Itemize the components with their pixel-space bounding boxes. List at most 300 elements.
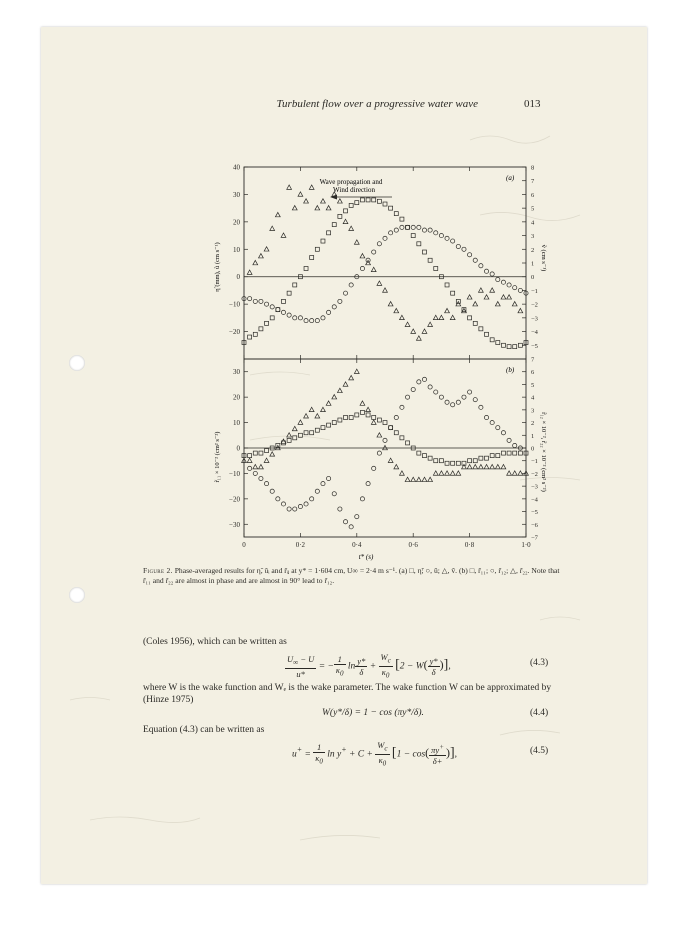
circle-marker [321,482,325,486]
square-marker [479,456,483,460]
circle-marker [428,228,432,232]
triangle-marker [484,464,489,468]
running-title: Turbulent flow over a progressive water wave [276,98,478,110]
triangle-marker [467,295,472,299]
circle-marker [310,497,314,501]
triangle-marker [445,308,450,312]
y-right-tick-label: 2 [531,420,535,428]
circle-marker [310,319,314,323]
square-marker [451,291,455,295]
triangle-marker [287,185,292,189]
triangle-marker [484,295,489,299]
circle-marker [411,387,415,391]
triangle-marker [309,407,314,411]
triangle-marker [321,407,326,411]
triangle-marker [512,471,517,475]
triangle-marker [422,477,427,481]
x-tick-label: 0·6 [408,541,418,549]
square-marker [400,436,404,440]
square-marker [513,345,517,349]
figure-2 [176,132,556,562]
triangle-marker [478,464,483,468]
y-right-tick-label: −6 [531,521,538,529]
square-marker [411,234,415,238]
circle-marker [349,283,353,287]
square-marker [473,321,477,325]
paragraph-2: where W is the wake function and Wₑ is the wake parameter. The wake function W can be approximated by (Hinze 1975) [143,683,552,705]
square-marker [473,459,477,463]
paragraph-1: (Coles 1956), which can be written as [143,637,287,647]
circle-marker [327,310,331,314]
triangle-marker [315,206,320,210]
square-marker [389,206,393,210]
caption-text: Phase-averaged results for η̃, ũᵢ and r̃ᵢⱼ at y* = 1·604 cm, U∞ = 2·4 m s⁻¹. (a) □, η̃; ○, ũ; △, ṽ. (b) □, r̃₁₁; ○, r̃₁₂; △, r̃₂₂. Note that r̃₁₁ and r̃₂₂ are almost in phase and are almost in 90° lead to r̃₁₂. [143,566,560,585]
triangle-marker [292,426,297,430]
square-marker [360,410,364,414]
square-marker [428,258,432,262]
paragraph-3: Equation (4.3) can be written as [143,725,265,735]
triangle-marker [473,464,478,468]
circle-marker [377,451,381,455]
square-marker [321,426,325,430]
circle-marker [298,316,302,320]
x-tick-label: 0·8 [464,541,475,549]
square-marker [310,431,314,435]
triangle-marker [428,322,433,326]
panel-a-label: (a) [506,174,515,182]
y-left-tick-label: 20 [233,393,240,402]
square-marker [479,327,483,331]
annotation-line-1: Wave propagation and [319,178,383,186]
square-marker [434,459,438,463]
circle-marker [293,316,297,320]
square-marker [253,332,257,336]
triangle-marker [416,477,421,481]
y-right-tick-label: 4 [531,394,535,402]
equation-4-4-number: (4.4) [530,708,549,718]
triangle-marker [366,407,371,411]
triangle-marker [321,199,326,203]
circle-marker [293,507,297,511]
triangle-marker [377,433,382,437]
circle-marker [428,385,432,389]
caption-label: Figure 2. [143,566,173,575]
circle-marker [496,277,500,281]
square-marker [383,202,387,206]
square-marker [338,418,342,422]
triangle-marker [253,464,258,468]
panel-b-frame [244,359,526,537]
tick-labels [229,164,539,550]
circle-marker [411,225,415,229]
circle-marker [417,380,421,384]
square-marker [445,283,449,287]
triangle-marker [354,240,359,244]
circle-marker [276,497,280,501]
circle-marker [349,525,353,529]
square-marker [434,266,438,270]
triangle-marker [416,336,421,340]
x-tick-label: 0·2 [295,541,306,549]
circle-marker [468,253,472,257]
square-marker [394,431,398,435]
circle-marker [456,244,460,248]
circle-marker [507,283,511,287]
square-marker [360,198,364,202]
panel-b-label: (b) [506,366,515,374]
circle-marker [383,236,387,240]
triangle-marker [326,206,331,210]
triangle-marker [495,302,500,306]
circle-marker [360,266,364,270]
circle-marker [422,377,426,381]
square-marker [422,250,426,254]
triangle-marker [388,302,393,306]
triangle-marker [377,281,382,285]
square-marker [281,299,285,303]
figure-caption [143,566,563,586]
triangle-marker [428,477,433,481]
circle-marker [468,390,472,394]
equation-4-3-number: (4.3) [530,658,549,668]
triangle-marker [360,254,365,258]
circle-marker [259,476,263,480]
triangle-marker [259,254,264,258]
triangle-marker [383,445,388,449]
triangle-marker [439,471,444,475]
triangle-marker [450,471,455,475]
y-right-tick-label: −2 [531,470,538,478]
circle-marker [394,415,398,419]
triangle-marker [422,329,427,333]
y-right-tick-label: 3 [531,233,535,241]
square-marker [377,199,381,203]
circle-marker [462,395,466,399]
y-left-tick-label: 20 [233,218,240,227]
square-marker [417,242,421,246]
square-marker [501,451,505,455]
circle-marker [315,489,319,493]
square-marker [349,415,353,419]
y-right-tick-label: 5 [531,205,535,213]
square-marker [468,459,472,463]
circle-marker [332,305,336,309]
circle-marker [355,515,359,519]
square-marker [287,438,291,442]
y-left-tick-label: −10 [229,469,240,478]
y-right-tick-label: 7 [531,178,535,186]
y-right-tick-label: 4 [531,219,535,227]
triangle-marker [332,395,337,399]
circle-marker [270,489,274,493]
square-marker [406,441,410,445]
circle-marker [304,502,308,506]
circle-marker [372,466,376,470]
circle-marker [343,520,347,524]
y-left-tick-label: −30 [229,520,240,529]
triangle-marker [450,315,455,319]
circle-marker [507,438,511,442]
square-marker [355,201,359,205]
triangle-marker [247,270,252,274]
triangle-marker [354,369,359,373]
circle-marker [456,400,460,404]
circle-marker [439,395,443,399]
circle-marker [484,415,488,419]
circle-marker [259,299,263,303]
wind-direction-arrow [330,195,392,200]
square-marker [344,209,348,213]
circle-marker [281,310,285,314]
circle-marker [264,302,268,306]
circle-marker [434,231,438,235]
triangle-marker [456,471,461,475]
triangle-marker [512,302,517,306]
square-marker [349,203,353,207]
square-marker [366,413,370,417]
x-tick-label: 0·4 [352,541,362,549]
equation-4-4: W(y*/δ) = 1 − cos (πy*/δ). [322,708,424,718]
square-marker [439,459,443,463]
triangle-marker [349,226,354,230]
circle-marker [394,228,398,232]
square-marker [338,214,342,218]
triangle-marker [445,471,450,475]
triangle-marker [253,260,258,264]
y-right-tick-label: −7 [531,534,538,542]
y-right-tick-label: −5 [531,509,538,517]
y-left-tick-label: 30 [233,190,240,199]
square-marker [321,239,325,243]
square-marker [315,428,319,432]
triangle-marker [405,477,410,481]
square-marker [253,451,257,455]
circle-marker [321,316,325,320]
square-marker [372,415,376,419]
equation-4-3: $\frac{U_\infty - U}{u*}$ = − $\frac{1}{\kappa_0}$ ln $\frac{y*}{\delta}$ + $\frac{W_c}{\kappa_0}$ [2 − W( $\frac{y*}{\delta}$ )], [287,652,451,680]
triangle-marker [490,288,495,292]
circle-marker [501,280,505,284]
circle-marker [332,492,336,496]
square-marker [298,433,302,437]
y-right-tick-label: −4 [531,496,538,504]
square-marker [332,223,336,227]
triangle-marker [343,219,348,223]
y-right-tick-label: 2 [531,246,535,254]
circle-marker [451,403,455,407]
circle-marker [270,305,274,309]
panel-a-right-ylabel: ṽ (cm s⁻¹) [540,244,547,272]
square-marker [400,217,404,221]
triangle-marker [292,206,297,210]
circle-marker [479,264,483,268]
square-marker [310,256,314,260]
circle-marker [360,497,364,501]
circle-marker [253,471,257,475]
circle-marker [462,247,466,251]
x-tick-label: 1·0 [521,541,531,549]
square-marker [518,451,522,455]
square-marker [422,454,426,458]
triangle-marker [467,464,472,468]
circle-marker [338,299,342,303]
square-marker [377,418,381,422]
y-right-tick-label: 8 [531,164,535,172]
square-marker [490,454,494,458]
circle-marker [366,482,370,486]
y-right-tick-label: −3 [531,483,538,491]
square-marker [518,343,522,347]
triangle-marker [326,401,331,405]
y-right-tick-label: −1 [531,287,538,295]
circle-marker [287,313,291,317]
y-right-tick-label: 7 [531,356,535,364]
triangle-marker [400,471,405,475]
square-marker [513,451,517,455]
square-marker [304,266,308,270]
y-right-tick-label: 1 [531,260,535,268]
triangle-marker [411,477,416,481]
circle-marker [377,242,381,246]
triangle-marker [337,199,342,203]
y-left-tick-label: 10 [233,419,240,428]
triangle-marker [518,471,523,475]
triangle-marker [394,308,399,312]
square-marker [451,461,455,465]
square-marker [372,198,376,202]
panel-a-left-ylabel: η̃ (mm), ũ (cm s⁻¹) [214,242,221,292]
square-marker [496,454,500,458]
square-marker [485,332,489,336]
y-right-tick-label: 1 [531,432,535,440]
x-axis-label: t* (s) [358,553,374,561]
y-right-tick-label: −5 [531,342,538,350]
triangle-marker [281,233,286,237]
square-marker [383,421,387,425]
circle-marker [304,319,308,323]
triangle-marker [275,212,280,216]
annotation-line-2: Wind direction [333,186,375,194]
y-left-tick-label: 0 [236,273,240,282]
triangle-marker [371,420,376,424]
circle-marker [400,405,404,409]
panel-b-left-ylabel: r̃₁₁ × 10⁻² (cm² s⁻²) [214,431,221,483]
triangle-marker [411,329,416,333]
circle-marker [513,286,517,290]
square-marker [327,423,331,427]
square-marker [270,316,274,320]
y-left-tick-label: 10 [233,245,240,254]
circle-marker [490,272,494,276]
square-marker [507,345,511,349]
circle-marker [473,398,477,402]
triangle-marker [507,295,512,299]
circle-marker [513,443,517,447]
equation-4-5: u+ = $\frac{1}{\kappa_0}$ ln y+ + C + $\frac{W_c}{\kappa_0}$ [1 − cos( $\frac{\pi y^+}{\delta+}$ )], [292,740,458,768]
square-marker [287,291,291,295]
square-marker [315,247,319,251]
square-marker [259,327,263,331]
y-left-tick-label: −20 [229,328,240,337]
triangle-marker [315,414,320,418]
y-right-tick-label: 6 [531,191,535,199]
square-marker [468,316,472,320]
y-right-tick-label: 3 [531,407,535,415]
punch-hole [69,355,85,371]
circle-marker [383,438,387,442]
square-marker [490,338,494,342]
y-left-tick-label: 40 [233,163,240,172]
x-tick-label: 0 [242,541,246,549]
square-marker [394,212,398,216]
square-marker [507,451,511,455]
triangle-marker [298,192,303,196]
circle-marker [479,405,483,409]
triangle-marker [495,464,500,468]
circle-marker [445,400,449,404]
circle-marker [343,291,347,295]
triangle-marker [360,401,365,405]
circle-marker [439,233,443,237]
triangle-marker [304,414,309,418]
triangle-marker [501,464,506,468]
circle-marker [484,269,488,273]
square-marker [417,451,421,455]
circle-marker [327,476,331,480]
triangle-marker [490,464,495,468]
triangle-marker [343,382,348,386]
square-marker [248,454,252,458]
square-marker [265,449,269,453]
triangle-marker [259,464,264,468]
circle-marker [400,225,404,229]
triangle-marker [270,226,275,230]
circle-marker [298,504,302,508]
circle-marker [287,507,291,511]
triangle-marker [247,458,252,462]
triangle-marker [264,247,269,251]
triangle-marker [518,308,523,312]
square-marker [355,413,359,417]
square-marker [293,283,297,287]
triangle-marker [405,322,410,326]
triangle-marker [383,288,388,292]
circle-marker [264,482,268,486]
square-marker [428,456,432,460]
triangle-marker [507,471,512,475]
equation-4-5-number: (4.5) [530,746,549,756]
circle-marker [389,426,393,430]
triangle-marker [298,420,303,424]
square-marker [304,431,308,435]
circle-marker [405,395,409,399]
y-right-tick-label: −1 [531,458,538,466]
y-left-tick-label: −10 [229,300,240,309]
triangle-marker [337,388,342,392]
triangle-marker [371,267,376,271]
triangle-marker [400,315,405,319]
circle-marker [422,228,426,232]
circle-marker [518,288,522,292]
y-left-tick-label: −20 [229,495,240,504]
circle-marker [248,297,252,301]
triangle-marker [349,375,354,379]
square-marker [327,231,331,235]
square-marker [456,461,460,465]
y-right-tick-label: −3 [531,315,538,323]
panel-b-right-ylabel: r̃₁₂ × 10⁻², r̃₂₂ × 10⁻² (cm² s⁻²) [540,412,547,492]
circle-marker [445,236,449,240]
